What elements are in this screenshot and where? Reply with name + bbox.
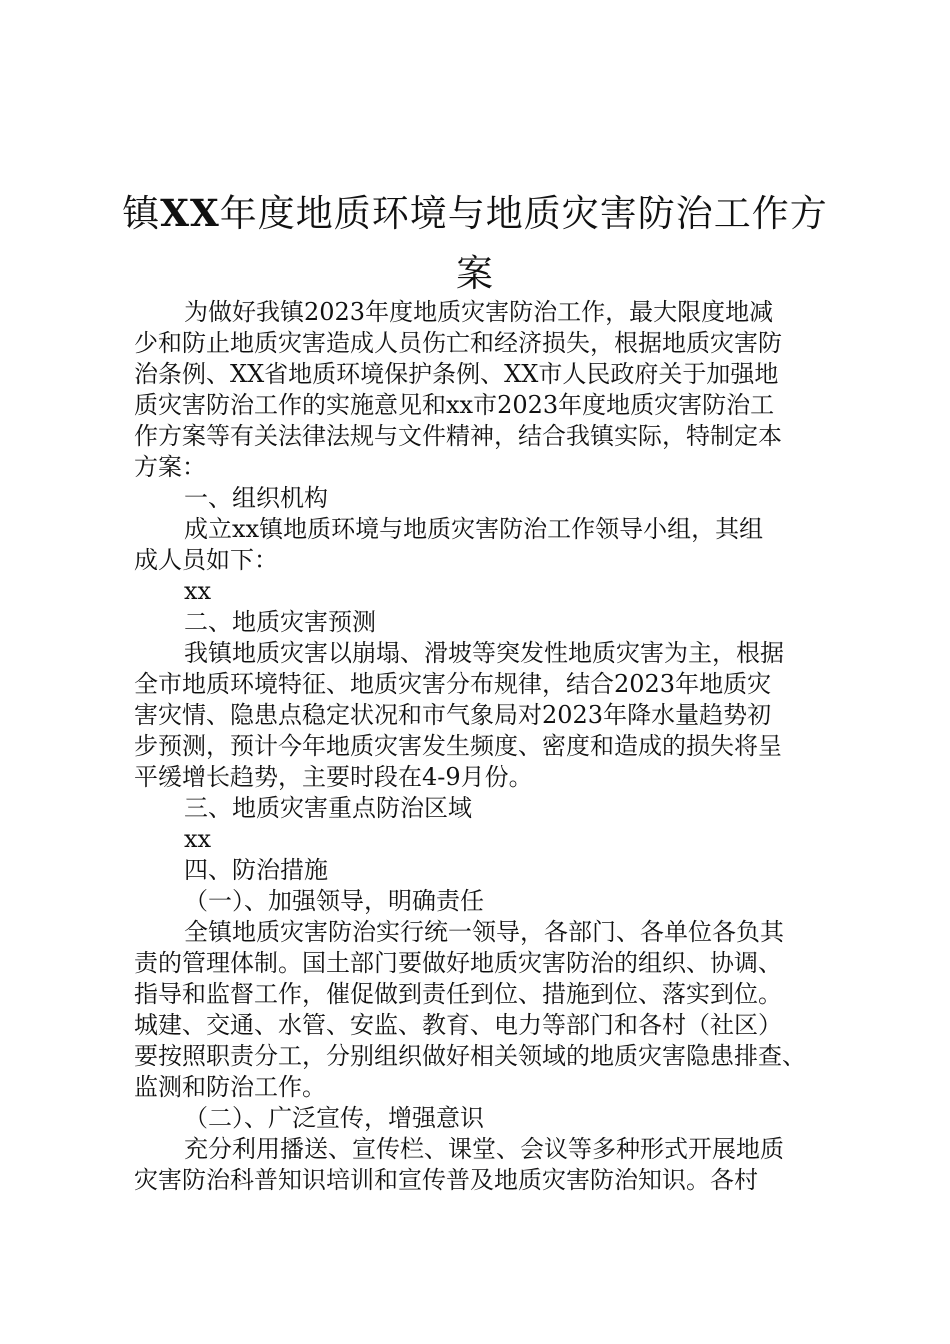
paragraph-line: 充分利用播送、宣传栏、课堂、会议等多种形式开展地质 bbox=[184, 1135, 784, 1163]
title-placeholder-xx: XX bbox=[160, 191, 220, 235]
document-title-line-2: 案 bbox=[456, 252, 494, 295]
paragraph-line: 城建、交通、水管、安监、教育、电力等部门和各村（社区） bbox=[134, 1011, 782, 1039]
paragraph-line: 害灾情、隐患点稳定状况和市气象局对2023年降水量趋势初 bbox=[134, 701, 772, 729]
section-heading: 四、防治措施 bbox=[184, 856, 328, 884]
section-heading: 三、地质灾害重点防治区域 bbox=[184, 794, 472, 822]
section-heading: 一、组织机构 bbox=[184, 484, 328, 512]
paragraph-line: 灾害防治科普知识培训和宣传普及地质灾害防治知识。各村 bbox=[134, 1166, 758, 1194]
subsection-heading: （一）、加强领导，明确责任 bbox=[184, 887, 484, 915]
subsection-heading: （二）、广泛宣传，增强意识 bbox=[184, 1104, 484, 1132]
paragraph-line: 责的管理体制。国土部门要做好地质灾害防治的组织、协调、 bbox=[134, 949, 782, 977]
paragraph-line: 成立xx镇地质环境与地质灾害防治工作领导小组，其组 bbox=[184, 515, 764, 543]
paragraph-line: 少和防止地质灾害造成人员伤亡和经济损失，根据地质灾害防 bbox=[134, 329, 782, 357]
paragraph-line: 全市地质环境特征、地质灾害分布规律，结合2023年地质灾 bbox=[134, 670, 772, 698]
paragraph-line: 指导和监督工作，催促做到责任到位、措施到位、落实到位。 bbox=[134, 980, 782, 1008]
document-title-line-1 bbox=[120, 183, 830, 237]
paragraph-line: 监测和防治工作。 bbox=[134, 1073, 326, 1101]
paragraph-line: 要按照职责分工，分别组织做好相关领域的地质灾害隐患排查、 bbox=[134, 1042, 806, 1070]
placeholder-text: xx bbox=[184, 825, 212, 853]
paragraph-line: 平缓增长趋势，主要时段在4-9月份。 bbox=[134, 763, 533, 791]
title-suffix: 年度地质环境与地质灾害防治工作方 bbox=[219, 192, 828, 235]
paragraph-line: 成人员如下： bbox=[134, 546, 278, 574]
placeholder-text: xx bbox=[184, 577, 212, 605]
paragraph-line: 步预测，预计今年地质灾害发生频度、密度和造成的损失将呈 bbox=[134, 732, 782, 760]
paragraph-line: 质灾害防治工作的实施意见和xx市2023年度地质灾害防治工 bbox=[134, 391, 775, 419]
paragraph-line: 我镇地质灾害以崩塌、滑坡等突发性地质灾害为主，根据 bbox=[184, 639, 784, 667]
paragraph-line: 全镇地质灾害防治实行统一领导，各部门、各单位各负其 bbox=[184, 918, 784, 946]
paragraph-line: 治条例、XX省地质环境保护条例、XX市人民政府关于加强地 bbox=[134, 360, 779, 388]
paragraph-line: 为做好我镇2023年度地质灾害防治工作，最大限度地减 bbox=[184, 298, 774, 326]
paragraph-line: 方案： bbox=[134, 453, 206, 481]
title-prefix: 镇 bbox=[122, 192, 161, 235]
section-heading: 二、地质灾害预测 bbox=[184, 608, 376, 636]
paragraph-line: 作方案等有关法律法规与文件精神，结合我镇实际，特制定本 bbox=[134, 422, 782, 450]
